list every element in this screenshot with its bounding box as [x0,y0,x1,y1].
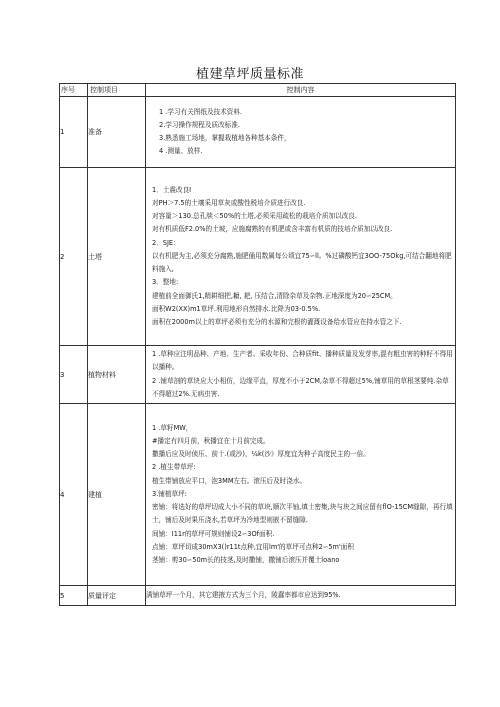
content-line: 面积W2(XX)m1草坪.利用地形自然排水.比降为03-0.5%. [152,304,321,313]
content-line: 2 .植生带草坪: [152,463,196,472]
content-line: 1 .学习有关图纸及技术资料. [159,107,243,116]
content-line: 对有机质低F2.0%的土坡，应施腐熟的有机肥或含丰富有机质的技培介质加以改良. [152,225,393,234]
row-content [146,404,456,586]
table-row [60,168,456,346]
quality-standard-table [59,83,456,606]
header-item: 控制项目 [88,84,146,97]
row-number: 3 [60,346,88,404]
content-line: 以有机肥为主,必须充分腐熟,施肥俑用数属每公顷宜75∽ll。%过磷酸钙宜3OO-75Okg,可结合翻地将肥料施入, [152,251,452,274]
table-header-row [60,84,456,97]
row-content [146,346,456,404]
content-line: 2．SJE： [152,238,180,247]
table-row [60,346,456,404]
content-line: 茎铺：剪30∽50m长的技茎,及时撒铺，撒铺后滚压并覆土loano [152,555,340,564]
content-line: 对容量＞130.总孔牍＜50%的土塔,必须采用疏松的栽培介质加以改良. [152,212,357,221]
header-content: 控制内容 [146,84,456,97]
row-number: 5 [60,586,88,606]
row-content [146,168,456,346]
table-row [60,97,456,168]
document-title: 植建草坪质量标准 [195,67,304,82]
row-item: 准备 [88,97,146,168]
content-line: 间铺：I11r的草坪可规则铺设2∽3Of面积. [152,529,275,538]
table-row [60,586,456,606]
row-item: 土塔 [88,168,146,346]
content-line: 1．土震改良I [152,185,192,194]
content-line: 撒播后应及时侦压、前十.(或沙)，¼k(沙》厚度宜为种子高度民主的一倍。 [152,450,370,459]
content-line: 对PH＞7.5的土壤采用草灰或酸性税培介质进行改良. [152,199,306,208]
row-number: 2 [60,168,88,346]
row-item: 质量评定 [88,586,146,606]
content-line: 1 .草种应注明品种、产地、生产者、采收年份、合种质fit、播种质量及发芽率,混有粗虫害的种籽不得用以播种。 [152,350,453,372]
content-line: 植生带铺放应平口，泡3MM左右。滚压后及时浇水。 [152,476,307,485]
row-number: 1 [60,97,88,168]
content-line: 3.铺植草坪: [152,489,187,498]
content-line: 2 .铺草剖的草块应大小相仿，边缘平直，厚度不小于2CM,杂草不得超过5%,铺草用的草根茎要纯.杂草不得超过2%.无病虫害. [152,376,449,398]
row-content [146,97,456,168]
content-line: 2.学习操作规程及质改标准. [159,120,240,129]
content-line: 1 .草籽MW， [152,423,193,432]
content-line: 点铺：草坪切成30mX3()r11t点种,宜用lm'的草坪可点种2∽5m'面积 [152,542,354,551]
content-line: 建植前全面御氏1,精耕细把,耱, 耙, 压结合,清除杂草及杂物.正地深度为20∽25CM。 [152,291,397,300]
content-line: 3．整地: [152,278,179,287]
row-item: 建植 [88,404,146,586]
header-no: 序号 [60,84,88,97]
row-content [146,586,456,606]
content-line: 满铺草坪一个月，其它建掖方式为三个月，陵蠢率都市应达到95%. [146,590,341,599]
content-line: 4 .测量、放样. [159,147,203,156]
row-number: 4 [60,404,88,586]
row-item: 植物材料 [88,346,146,404]
content-line: 面积在2000m以上的草坪必须有充分的水源和完根的灌溉设备给水管应在持水管之下. [152,317,402,326]
content-line: #播定有四月前，秋播宜在十月前完成。 [152,437,270,446]
table-row [60,404,456,586]
content-line: 3.熟悉施工场地，掌握栽植地各种基本条件， [159,134,291,142]
content-line: 密铺：将选好的草坪切成大小不同的草块,顺次平铀,填士密集,块与块之间应留有flO-15CM缝隙，再行填土，铺后及时果压浇水,若草坪为冷地型则嵌不留缝隙. [152,503,453,525]
